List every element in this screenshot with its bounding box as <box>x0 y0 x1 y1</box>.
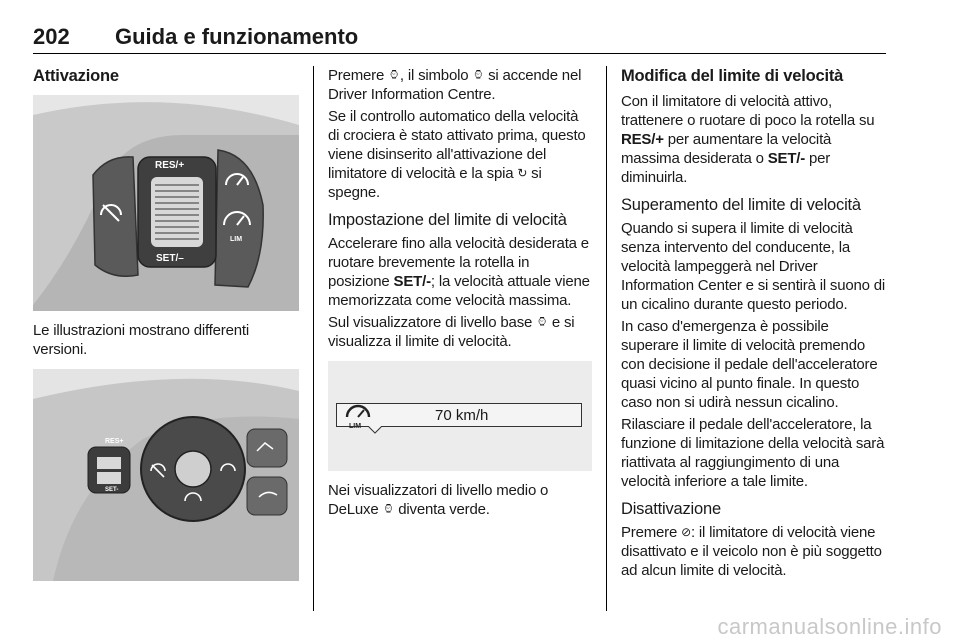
speed-limiter-icon: ⌚︎ <box>472 68 485 82</box>
heading-modifica: Modifica del limite di velocità <box>621 67 844 85</box>
steering-wheel-illustration-2 <box>33 369 299 581</box>
section-title: Guida e funzionamento <box>115 24 359 49</box>
speed-limiter-icon: ⌚︎ <box>388 68 400 82</box>
set-minus-label: SET- <box>105 487 119 493</box>
column-2 <box>328 66 592 522</box>
res-label: RES/+ <box>155 160 185 171</box>
limiter-cancel-icon: ⊘ <box>681 525 691 539</box>
cruise-control-icon: ↻ <box>517 166 528 180</box>
heading-impostazione: Impostazione del limite di velocità <box>328 211 567 229</box>
paragraph-premere: Premere ⌚︎, il simbolo ⌚︎ si accende nel Driver Information Centre. <box>328 67 582 103</box>
column-1 <box>33 66 299 581</box>
lim-label: LIM <box>230 236 243 243</box>
page-number: 202 <box>33 24 70 49</box>
display-lim-label: LIM <box>349 423 362 429</box>
paragraph-deluxe: Nei visualizzatori di livello medio o DeLuxe ⌚︎ diventa verde. <box>328 482 549 518</box>
res-plus-label: RES+ <box>105 438 124 445</box>
column-3 <box>621 66 889 583</box>
steering-controls-figure-1 <box>33 95 299 311</box>
speed-limiter-icon: ⌚︎ <box>536 315 548 329</box>
set-label: SET/– <box>156 253 184 264</box>
page-header <box>33 20 886 54</box>
heading-superamento: Superamento del limite di velocità <box>621 196 861 214</box>
paragraph-modify-limit: Con il limitatore di velocità attivo, trattenere o ruotare di poco la rotella su RES/+ per aumentare la velocità massima desiderata o SET/- per diminuirla. <box>621 93 875 186</box>
paragraph-cruise-disabled: Se il controllo automatico della velocità di crociera è stato attivato prima, questo viene disinserito all'attivazione del limitatore di velocità e la spia ↻ si spegne. <box>328 108 586 201</box>
steering-controls-figure-2 <box>33 369 299 581</box>
column-divider-2 <box>606 66 607 611</box>
caption-versions: Le illustrazioni mostrano differenti versioni. <box>33 322 249 358</box>
paragraph-deactivate: Premere ⊘: il limitatore di velocità viene disattivato e il veicolo non è più soggetto ad alcun limite di velocità. <box>621 524 882 579</box>
column-divider-1 <box>313 66 314 611</box>
display-speed-value: 70 km/h <box>435 407 489 424</box>
paragraph-exceed: Quando si supera il limite di velocità senza intervento del conducente, la velocità lampeggerà nel Driver Information Center e si sentirà il suono di un cicalino durante questo periodo. <box>621 220 886 313</box>
paragraph-base-display: Sul visualizzatore di livello base ⌚︎ e si visualizza il limite di velocità. <box>328 314 575 350</box>
heading-attivazione: Attivazione <box>33 67 119 85</box>
paragraph-emergency: In caso d'emergenza è possibile superare il limite di velocità premendo con decisione il pedale dell'acceleratore quasi vicino al punto finale. In questo caso non si udirà nessun cicalino. <box>621 318 878 411</box>
driver-info-display <box>328 361 592 471</box>
paragraph-release: Rilasciare il pedale dell'acceleratore, la funzione di limitazione della velocità sarà riattivata al raggiungimento di una velocità inferiore a tale limite. <box>621 416 885 490</box>
display-readout <box>336 403 582 427</box>
steering-wheel-illustration-1 <box>33 95 299 311</box>
speed-limiter-icon: ⌚︎ <box>382 502 395 516</box>
paragraph-set-limit: Accelerare fino alla velocità desiderata e ruotare brevemente la rotella in posizione SET/-; la velocità attuale viene memorizzata come velocità massima. <box>328 235 590 309</box>
heading-disattivazione: Disattivazione <box>621 500 721 518</box>
watermark: carmanualsonline.info <box>717 614 942 639</box>
